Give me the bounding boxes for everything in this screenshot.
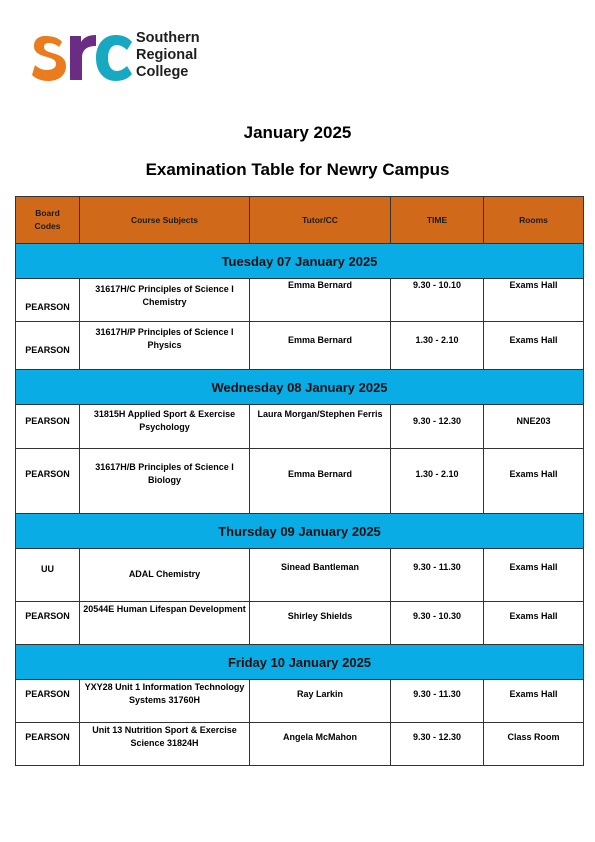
course-subject: 31617H/C Principles of Science I Chemistry <box>80 279 250 322</box>
exam-room: Exams Hall <box>484 279 584 322</box>
exam-time: 1.30 - 2.10 <box>391 322 484 370</box>
tutor: Angela McMahon <box>250 723 391 766</box>
day-label: Tuesday 07 January 2025 <box>16 244 584 279</box>
exam-room: Exams Hall <box>484 602 584 645</box>
tutor: Emma Bernard <box>250 322 391 370</box>
board-code: UU <box>16 549 80 602</box>
header-tutor: Tutor/CC <box>250 197 391 244</box>
tutor: Laura Morgan/Stephen Ferris <box>250 405 391 449</box>
examination-table <box>15 196 584 766</box>
table-row <box>16 405 584 449</box>
table-row <box>16 449 584 514</box>
tutor: Ray Larkin <box>250 680 391 723</box>
day-row-thursday <box>16 514 584 549</box>
logo-letter-c <box>96 35 132 81</box>
board-code: PEARSON <box>16 449 80 514</box>
src-logo-mark-icon <box>32 28 136 84</box>
logo-letter-s <box>32 36 66 81</box>
page-subtitle: Examination Table for Newry Campus <box>145 160 450 179</box>
exam-room: Exams Hall <box>484 449 584 514</box>
tutor: Emma Bernard <box>250 449 391 514</box>
course-subject: Unit 13 Nutrition Sport & Exercise Science 31824H <box>80 723 250 766</box>
course-subject: 31617H/B Principles of Science I Biology <box>80 449 250 514</box>
board-code: PEARSON <box>16 602 80 645</box>
logo-letter-r <box>70 35 96 80</box>
college-name <box>136 30 200 81</box>
college-name-line-3: College <box>136 64 189 80</box>
table-header-row <box>16 197 584 244</box>
header-course-subjects: Course Subjects <box>80 197 250 244</box>
table-row <box>16 322 584 370</box>
tutor: Shirley Shields <box>250 602 391 645</box>
day-row-friday <box>16 645 584 680</box>
exam-room: Exams Hall <box>484 322 584 370</box>
exam-time: 1.30 - 2.10 <box>391 449 484 514</box>
board-code: PEARSON <box>16 723 80 766</box>
course-subject: 20544E Human Lifespan Development <box>80 602 250 645</box>
exam-room: Exams Hall <box>484 549 584 602</box>
table-row <box>16 549 584 602</box>
exam-room: NNE203 <box>484 405 584 449</box>
course-subject: 31815H Applied Sport & Exercise Psychology <box>80 405 250 449</box>
exam-room: Class Room <box>484 723 584 766</box>
course-subject: ADAL Chemistry <box>80 549 250 602</box>
day-label: Friday 10 January 2025 <box>16 645 584 680</box>
day-row-tuesday <box>16 244 584 279</box>
course-subject: YXY28 Unit 1 Information Technology Systems 31760H <box>80 680 250 723</box>
header-rooms: Rooms <box>484 197 584 244</box>
table-row <box>16 602 584 645</box>
tutor: Emma Bernard <box>250 279 391 322</box>
exam-room: Exams Hall <box>484 680 584 723</box>
page-title: January 2025 <box>243 123 352 142</box>
exam-time: 9.30 - 10.30 <box>391 602 484 645</box>
day-row-wednesday <box>16 370 584 405</box>
board-code: PEARSON <box>16 279 80 322</box>
day-label: Wednesday 08 January 2025 <box>16 370 584 405</box>
board-code: PEARSON <box>16 680 80 723</box>
table-row <box>16 680 584 723</box>
exam-time: 9.30 - 12.30 <box>391 723 484 766</box>
day-label: Thursday 09 January 2025 <box>16 514 584 549</box>
header-board-codes: Board Codes <box>16 197 80 244</box>
exam-time: 9.30 - 10.10 <box>391 279 484 322</box>
college-name-line-2: Regional <box>136 47 198 63</box>
college-logo <box>32 28 222 84</box>
board-code: PEARSON <box>16 322 80 370</box>
table-row <box>16 279 584 322</box>
college-name-line-1: Southern <box>136 30 200 46</box>
header-time: TIME <box>391 197 484 244</box>
exam-time: 9.30 - 12.30 <box>391 405 484 449</box>
board-code: PEARSON <box>16 405 80 449</box>
exam-time: 9.30 - 11.30 <box>391 680 484 723</box>
table-row <box>16 723 584 766</box>
exam-time: 9.30 - 11.30 <box>391 549 484 602</box>
tutor: Sinead Bantleman <box>250 549 391 602</box>
course-subject: 31617H/P Principles of Science I Physics <box>80 322 250 370</box>
